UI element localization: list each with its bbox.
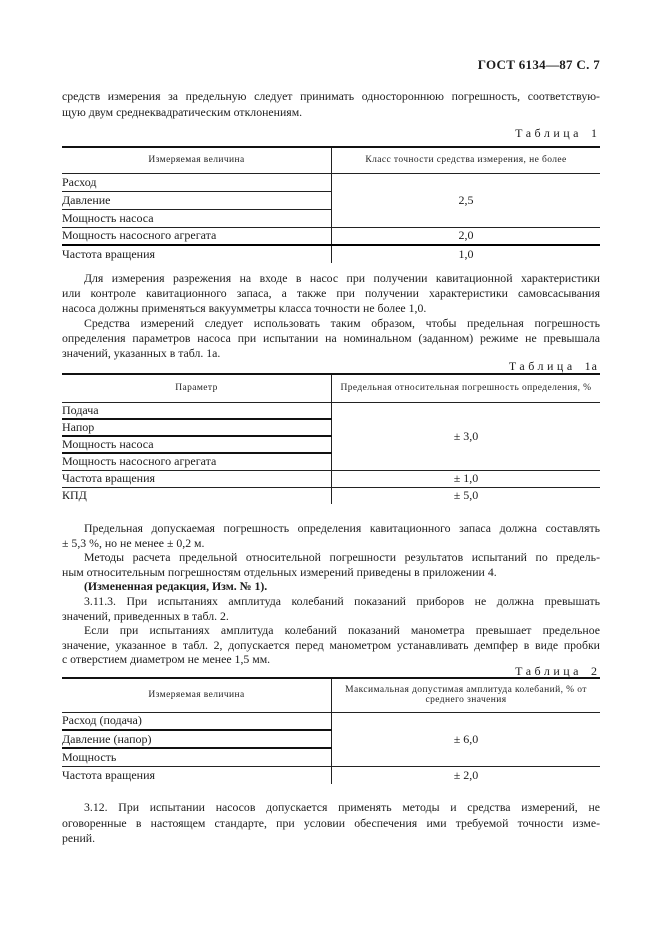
table-header-cell: Измеряемая величина: [62, 147, 332, 173]
table-header-cell: Предельная относительная погрешность определения, %: [332, 374, 601, 402]
paragraph-line: насоса должны применяться вакуумметры класса точности не более 1,0.: [62, 301, 427, 315]
row-label: Расход (подача): [62, 712, 332, 730]
table-label-number: 1: [591, 126, 598, 140]
paragraph-line: 3.12. При испытании насосов допускается применять методы и средства измерений, не: [84, 800, 600, 814]
page-header: ГОСТ 6134—87 С. 7: [477, 57, 600, 72]
paragraph-line: определения параметров насоса при испытании на номинальном (заданном) режиме не превышала: [62, 331, 600, 345]
paragraph-line: рений.: [62, 831, 96, 845]
page-content: [62, 0, 600, 936]
row-label: КПД: [62, 487, 332, 504]
row-label: Мощность насосного агрегата: [62, 227, 332, 245]
paragraph-line: Методы расчета предельной относительной погрешности результатов испытаний по предель-: [84, 550, 600, 565]
row-label: Частота вращения: [62, 766, 332, 784]
table-header-row: [62, 678, 600, 712]
table-relative-error: [62, 373, 600, 504]
table-accuracy-class: [62, 146, 600, 263]
row-label: Расход: [62, 173, 332, 191]
table-row: [62, 245, 600, 263]
table-label-word: Таблица: [508, 359, 576, 373]
paragraph-line: с отверстием диаметром не менее 1,5 мм.: [62, 652, 271, 667]
paragraph-line: 3.11.3. При испытаниях амплитуда колебаний показаний приборов не должна превышать: [84, 593, 600, 608]
paragraph-line: ± 5,3 %, но не менее ± 0,2 м.: [62, 535, 205, 550]
table-amplitude: [62, 677, 600, 784]
paragraph-line: ным относительным погрешностям отдельных измерений приведены в приложении 4.: [62, 564, 497, 579]
row-label: Давление (напор): [62, 730, 332, 748]
paragraph-3-12: [62, 800, 600, 847]
table-label-word: Таблица: [515, 126, 582, 140]
table-label-number: 1а: [584, 359, 598, 373]
table-header-cell: Класс точности средства измерения, не более: [332, 147, 601, 173]
paragraph-line: Если при испытаниях амплитуда колебаний показаний манометра превышает предельное: [84, 623, 600, 638]
table-header-cell: Максимальная допустимая амплитуда колебаний, % от среднего значения: [332, 678, 601, 712]
row-value: ± 2,0: [453, 767, 479, 782]
row-label: Мощность насоса: [62, 209, 332, 227]
row-value: 2,0: [332, 227, 601, 245]
paragraph-line: оговоренные в настоящем стандарте, при условии обеспечения ими требуемой точности изме-: [62, 815, 600, 830]
paragraph-line: Предельная допускаемая погрешность определения кавитационного запаса должна составлять: [84, 521, 600, 535]
table-row: [62, 712, 600, 730]
paragraph-line: Средства измерений следует использовать таким образом, чтобы предельная погрешность: [84, 316, 600, 330]
table1-label: [515, 126, 598, 141]
table-row: [62, 227, 600, 245]
table-header-cell: Параметр: [62, 374, 332, 402]
paragraphs-measurement: [62, 271, 600, 361]
table-label-word: Таблица: [515, 664, 582, 678]
table1a-label: [509, 359, 598, 374]
row-label: Частота вращения: [62, 470, 332, 487]
row-value: ± 5,0: [453, 488, 479, 503]
table-header-row: [62, 374, 600, 402]
table-row: [62, 470, 600, 487]
table-row: [62, 173, 600, 191]
paragraph-continuation: [62, 89, 600, 120]
table-row: [62, 487, 600, 504]
table-row: [62, 402, 600, 419]
row-value: 2,5: [332, 173, 601, 227]
row-label: Мощность насосного агрегата: [62, 453, 332, 470]
amendment-note: (Измененная редакция, Изм. № 1).: [84, 579, 268, 594]
paragraph-line: или контроле кавитационного запаса, а также при получении характеристики самовсасывания: [62, 286, 600, 300]
paragraph-line: значение, указанное в табл. 2, допускается перед манометром устанавливать демпфер в виде пробки: [62, 637, 600, 652]
paragraph-line: средств измерения за предельную следует принимать одностороннюю погрешность, соответствую-: [62, 89, 600, 103]
table-label-number: 2: [591, 664, 598, 678]
row-label: Напор: [62, 419, 332, 436]
row-label: Мощность: [62, 748, 332, 766]
table-header-cell: Измеряемая величина: [62, 678, 332, 712]
row-value: ± 3,0: [332, 402, 601, 470]
row-value: 1,0: [458, 247, 474, 261]
paragraph-line: значений, приведенных в табл. 2.: [62, 608, 229, 623]
paragraph-line: Для измерения разрежения на входе в насос при получении кавитационной характеристики: [84, 271, 600, 285]
row-value: ± 1,0: [332, 470, 601, 487]
row-label: Давление: [62, 191, 332, 209]
table-row: [62, 766, 600, 784]
table-header-row: [62, 147, 600, 173]
paragraph-line: щую двум среднеквадратическим отклонениям.: [62, 104, 303, 119]
row-label: Мощность насоса: [62, 436, 332, 453]
paragraph-line: значений, указанных в табл. 1а.: [62, 346, 221, 360]
row-label: Подача: [62, 402, 332, 419]
row-label: Частота вращения: [62, 245, 332, 263]
paragraphs-middle: [62, 521, 600, 667]
row-value: ± 6,0: [332, 712, 601, 766]
